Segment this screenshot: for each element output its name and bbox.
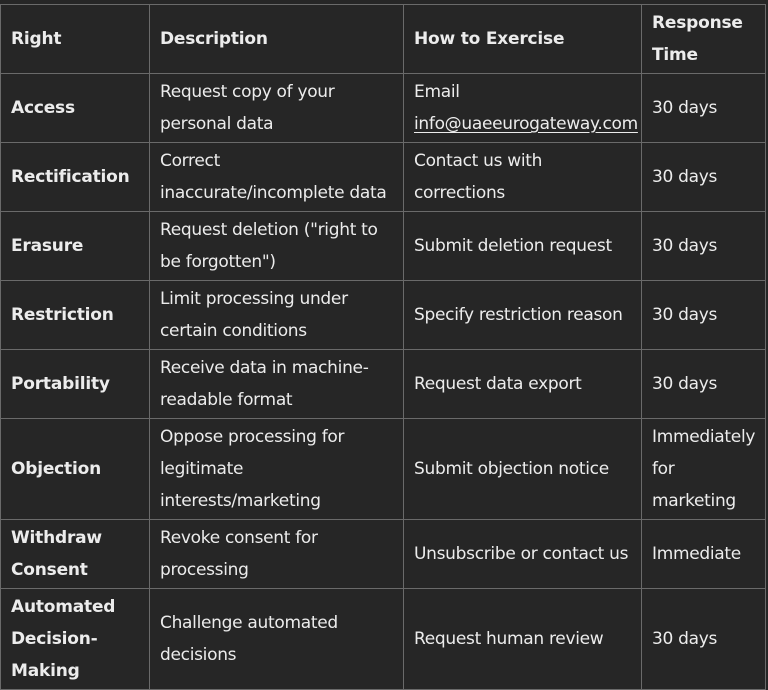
description-cell: Correct inaccurate/incomplete data (150, 143, 404, 212)
response-cell: Immediately for marketing (642, 419, 766, 520)
header-how-to-exercise: How to Exercise (404, 5, 642, 74)
data-rights-table (0, 4, 766, 690)
right-cell: Restriction (1, 281, 150, 350)
description-cell: Revoke consent for processing (150, 520, 404, 589)
response-cell: 30 days (642, 281, 766, 350)
table-row (1, 589, 766, 690)
how-prefix: Email (414, 82, 460, 102)
right-cell: Rectification (1, 143, 150, 212)
table-row (1, 281, 766, 350)
table-row (1, 74, 766, 143)
right-cell: Access (1, 74, 150, 143)
how-cell: Contact us with corrections (404, 143, 642, 212)
table-row (1, 419, 766, 520)
how-cell: Unsubscribe or contact us (404, 520, 642, 589)
how-cell: Submit objection notice (404, 419, 642, 520)
table-row (1, 212, 766, 281)
response-cell: 30 days (642, 589, 766, 690)
right-cell: Withdraw Consent (1, 520, 150, 589)
table-row (1, 143, 766, 212)
response-cell: 30 days (642, 143, 766, 212)
table-header-row (1, 5, 766, 74)
header-response-time: Response Time (642, 5, 766, 74)
response-cell: Immediate (642, 520, 766, 589)
how-cell: Request human review (404, 589, 642, 690)
table-row (1, 350, 766, 419)
rights-table-container (0, 4, 765, 690)
response-cell: 30 days (642, 350, 766, 419)
how-cell (404, 74, 642, 143)
email-link[interactable]: info@uaeeurogateway.com (414, 114, 638, 134)
how-cell: Request data export (404, 350, 642, 419)
how-cell: Submit deletion request (404, 212, 642, 281)
right-cell: Objection (1, 419, 150, 520)
right-cell: Automated Decision-Making (1, 589, 150, 690)
response-cell: 30 days (642, 74, 766, 143)
description-cell: Request deletion ("right to be forgotten") (150, 212, 404, 281)
right-cell: Erasure (1, 212, 150, 281)
response-cell: 30 days (642, 212, 766, 281)
description-cell: Challenge automated decisions (150, 589, 404, 690)
description-cell: Limit processing under certain conditions (150, 281, 404, 350)
header-description: Description (150, 5, 404, 74)
right-cell: Portability (1, 350, 150, 419)
description-cell: Oppose processing for legitimate interests/marketing (150, 419, 404, 520)
description-cell: Receive data in machine-readable format (150, 350, 404, 419)
description-cell: Request copy of your personal data (150, 74, 404, 143)
how-cell: Specify restriction reason (404, 281, 642, 350)
table-row (1, 520, 766, 589)
header-right: Right (1, 5, 150, 74)
